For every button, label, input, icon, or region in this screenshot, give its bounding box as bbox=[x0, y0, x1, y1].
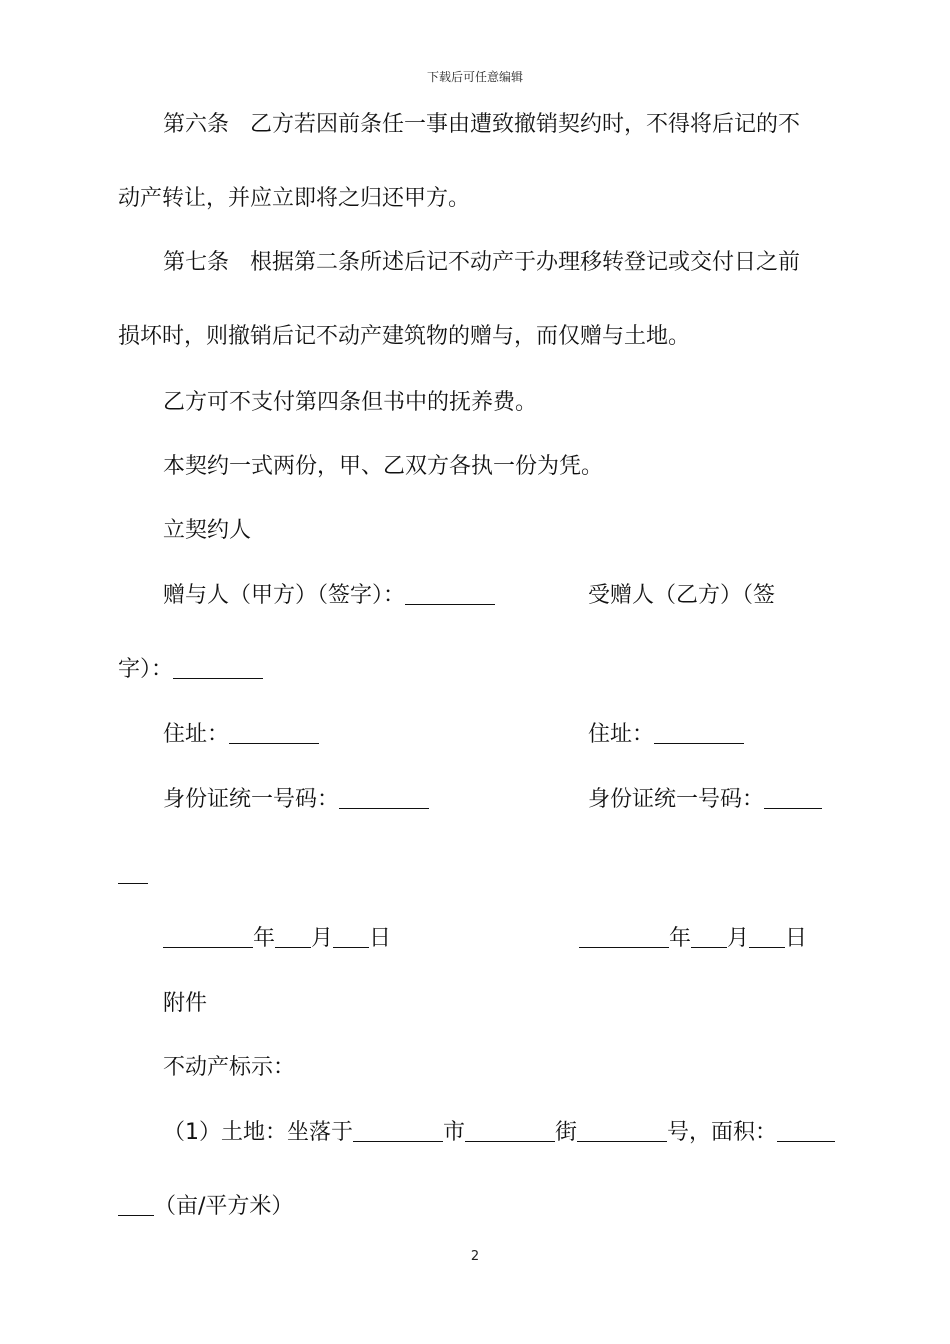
land-street-label: 街 bbox=[555, 1120, 578, 1145]
donee-id-blank-cont[interactable] bbox=[118, 861, 148, 884]
article-6-label: 第六条 bbox=[163, 112, 230, 137]
attachment-title: 附件 bbox=[163, 991, 208, 1016]
donee-month-blank[interactable] bbox=[691, 925, 727, 948]
donee-address-label: 住址： bbox=[588, 722, 655, 747]
donee-day-blank[interactable] bbox=[749, 925, 785, 948]
donor-sign-row bbox=[163, 581, 495, 611]
donor-day-blank[interactable] bbox=[333, 925, 369, 948]
land-city-label: 市 bbox=[443, 1120, 466, 1145]
article-7-line-1 bbox=[163, 248, 800, 278]
donor-date-row bbox=[163, 924, 391, 954]
copies-paragraph: 本契约一式两份，甲、乙双方各执一份为凭。 bbox=[163, 454, 604, 479]
land-city-blank[interactable] bbox=[353, 1119, 443, 1142]
donee-year-label: 年 bbox=[669, 926, 692, 951]
support-paragraph: 乙方可不支付第四条但书中的抚养费。 bbox=[163, 390, 538, 415]
land-area-blank-cont[interactable] bbox=[118, 1193, 154, 1216]
donee-id-blank[interactable] bbox=[764, 786, 822, 809]
donee-address-row bbox=[588, 720, 744, 750]
donor-id-blank[interactable] bbox=[339, 786, 429, 809]
donee-id-label: 身份证统一号码： bbox=[588, 787, 765, 812]
land-street-blank[interactable] bbox=[465, 1119, 555, 1142]
article-6-text-1: 乙方若因前条任一事由遭致撤销契约时，不得将后记的不 bbox=[250, 112, 801, 137]
donee-date-row bbox=[579, 924, 807, 954]
donee-id-row bbox=[588, 785, 822, 815]
land-number-blank[interactable] bbox=[577, 1119, 667, 1142]
article-7-text-1: 根据第二条所述后记不动产于办理移转登记或交付日之前 bbox=[250, 250, 801, 275]
article-6-line-1 bbox=[163, 110, 800, 140]
article-6-line-2: 动产转让，并应立即将之归还甲方。 bbox=[118, 186, 471, 211]
land-unit-row bbox=[118, 1192, 293, 1222]
donor-year-label: 年 bbox=[253, 926, 276, 951]
donor-address-row bbox=[163, 720, 319, 750]
land-prefix: （1）土地：坐落于 bbox=[163, 1120, 353, 1145]
donor-day-label: 日 bbox=[369, 926, 392, 951]
attachment-subtitle: 不动产标示： bbox=[163, 1055, 296, 1080]
signatories-title: 立契约人 bbox=[163, 518, 252, 543]
land-number-label: 号，面积： bbox=[667, 1120, 778, 1145]
donee-month-label: 月 bbox=[727, 926, 750, 951]
donee-day-label: 日 bbox=[785, 926, 808, 951]
land-item-row bbox=[163, 1118, 835, 1148]
donee-signature-blank[interactable] bbox=[173, 656, 263, 679]
land-area-blank[interactable] bbox=[777, 1119, 835, 1142]
donor-month-label: 月 bbox=[311, 926, 334, 951]
donor-month-blank[interactable] bbox=[275, 925, 311, 948]
land-unit-label: （亩/平方米） bbox=[154, 1194, 294, 1219]
donor-address-blank[interactable] bbox=[229, 721, 319, 744]
article-7-label: 第七条 bbox=[163, 250, 230, 275]
donee-id-row-cont bbox=[118, 860, 148, 890]
donor-year-blank[interactable] bbox=[163, 925, 253, 948]
page-header: 下载后可任意编辑 bbox=[426, 70, 523, 84]
donee-sign-row bbox=[118, 655, 263, 685]
donee-sign-label-cont: 字）： bbox=[118, 657, 174, 682]
donor-id-row bbox=[163, 785, 429, 815]
donor-sign-label: 赠与人（甲方）（签字）： bbox=[163, 583, 406, 608]
donee-sign-label: 受赠人（乙方）（签 bbox=[588, 583, 776, 608]
page-number: 2 bbox=[470, 1249, 480, 1264]
donor-address-label: 住址： bbox=[163, 722, 230, 747]
donor-signature-blank[interactable] bbox=[405, 582, 495, 605]
donor-id-label: 身份证统一号码： bbox=[163, 787, 340, 812]
donee-address-blank[interactable] bbox=[654, 721, 744, 744]
article-7-line-2: 损坏时，则撤销后记不动产建筑物的赠与，而仅赠与土地。 bbox=[118, 324, 691, 349]
donee-year-blank[interactable] bbox=[579, 925, 669, 948]
